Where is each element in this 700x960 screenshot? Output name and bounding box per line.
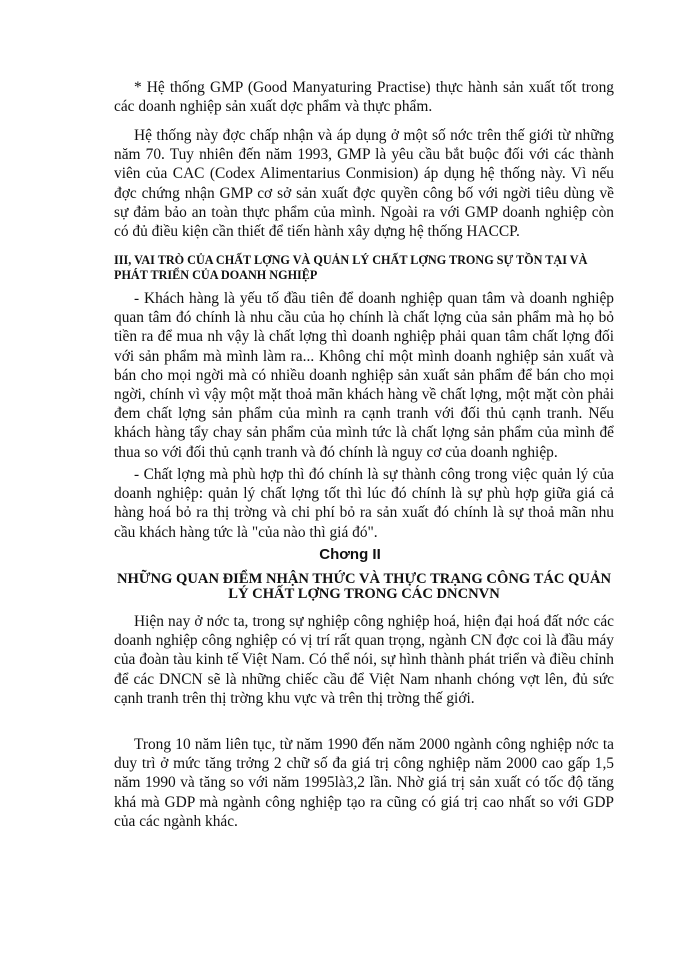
paragraph-gmp-intro: * Hệ thống GMP (Good Manyaturing Practise) thực hành sản xuất tốt trong các doanh nghiệp sản xuất dợc phẩm và thực phẩm.: [114, 79, 614, 116]
paragraph-industrial-role: Hiện nay ở nớc ta, trong sự nghiệp công nghiệp hoá, hiện đại hoá đất nớc các doanh nghiệp công nghiệp có vị trí rất quan trọng, ngành CN đợc coi là đầu máy của đoàn tàu kinh tế Việt Nam. Có thể nói, sự hình thành phát triển và điều chỉnh để các DNCN sẽ là những chiếc cầu để Việt Nam nhanh chóng vợt lên, đủ sức cạnh tranh trên thị trờng khu vực và trên thị trờng thế giới.: [114, 613, 614, 707]
paragraph-quality-management: - Chất lợng mà phù hợp thì đó chính là sự thành công trong việc quản lý của doanh nghiệp: quản lý chất lợng tốt thì lúc đó chính là sự phù hợp giữa giá cả hàng hoá bỏ ra thị trờng và chi phí bỏ ra sản xuất đó chính là sự thoả mãn nhu cầu khách hàng tức là "của nào thì giá đó".: [114, 466, 614, 541]
paragraph-industrial-growth: Trong 10 năm liên tục, từ năm 1990 đến năm 2000 ngành công nghiệp nớc ta duy trì ở mức tăng trởng 2 chữ số đa giá trị công nghiệp năm 2000 cao gấp 1,5 năm 1990 và tăng so với năm 1995là3,2 lần. Nhờ giá trị sản xuất có tốc độ tăng khá mà GDP mà ngành công nghiệp tạo ra cũng có giá trị cao nhất so với GDP của các ngành khác.: [114, 736, 614, 830]
chapter-label: Chơng II: [319, 546, 381, 563]
paragraph-customer-quality: - Khách hàng là yếu tố đầu tiên để doanh nghiệp quan tâm và doanh nghiệp quan tâm đó chính là nhu cầu của họ chính là chất lợng của sản phẩm mà họ bỏ tiền ra để mua nh vậy là chất lợng thì doanh nghiệp phải quan tâm chất lợng đối với sản phẩm mà mình làm ra... Không chỉ một mình doanh nghiệp sản xuất và bán cho mọi ngời mà có nhiều doanh nghiệp sản xuất sản phẩm để bán cho mọi ngời, chính vì vậy một mặt thoả mãn khách hàng về chất lợng, một mặt còn phải đem chất lợng sản phẩm của mình ra cạnh tranh với đối thủ cạnh tranh. Nếu khách hàng tẩy chay sản phẩm của mình tức là chất lợng sản phẩm của mình để thua so với đối thủ cạnh tranh và đó chính là nguy cơ của doanh nghiệp.: [114, 290, 614, 461]
section-heading-role-of-quality: III, VAI TRÒ CỦA CHẤT LỢNG VÀ QUẢN LÝ CHẤT LỢNG TRONG SỰ TỒN TẠI VÀ PHÁT TRIỂN CỦA DOANH NGHIỆP: [114, 253, 588, 282]
paragraph-gmp-adoption: Hệ thống này đợc chấp nhận và áp dụng ở một số nớc trên thế giới từ những năm 70. Tuy nhiên đến năm 1993, GMP là yêu cầu bắt buộc đối với các thành viên của CAC (Codex Alimentarius Conmision) áp dụng hệ thống này. Vì nếu đợc chứng nhận GMP cơ sở sản xuất đợc quyền công bố với ngời tiêu dùng về sự đảm bảo an toàn thực phẩm của mình. Ngoài ra với GMP doanh nghiệp còn có đủ điều kiện cần thiết để tiến hành xây dựng hệ thống HACCP.: [114, 127, 614, 241]
chapter-title: NHỮNG QUAN ĐIỂM NHẬN THỨC VÀ THỰC TRẠNG CÔNG TÁC QUẢN LÝ CHẤT LỢNG TRONG CÁC DNCNVN: [116, 571, 612, 602]
